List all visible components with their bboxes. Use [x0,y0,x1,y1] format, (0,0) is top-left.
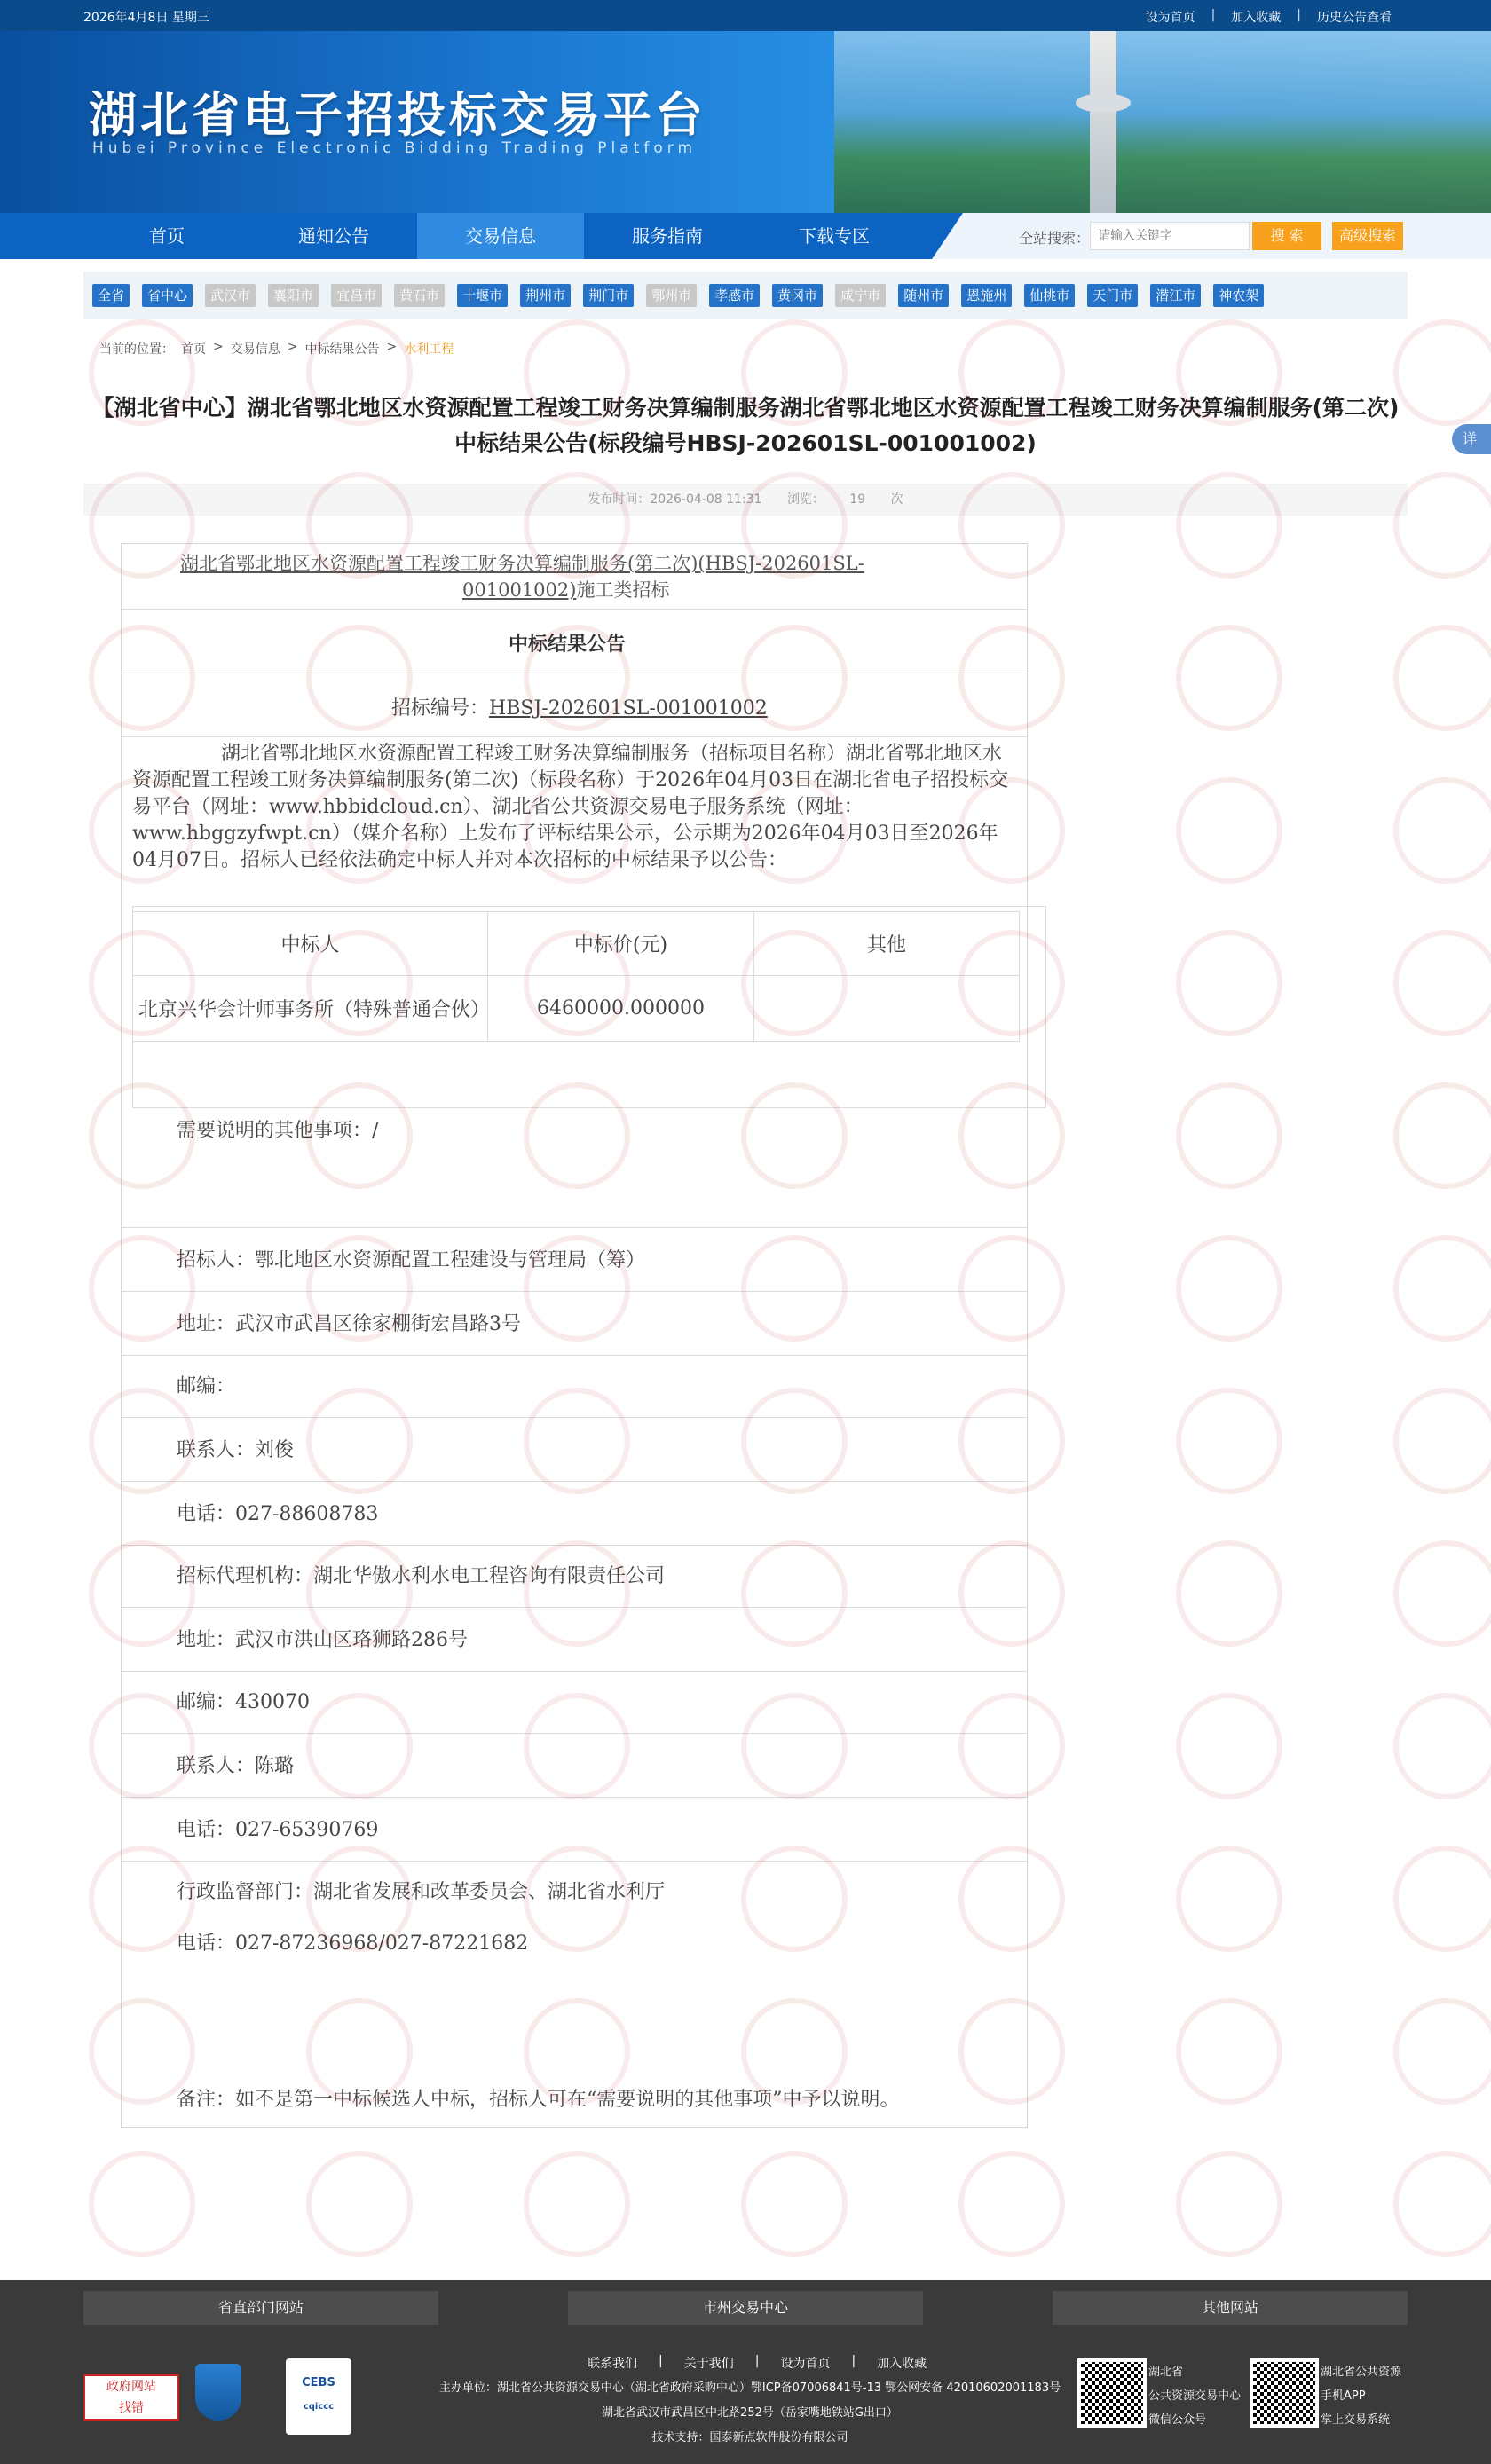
logo1-line2: 找错 [119,2401,144,2415]
table-header-row [133,912,1020,976]
city-tag[interactable]: 仙桃市 [1024,284,1075,307]
watermark-seal-icon [1393,1693,1491,1799]
watermark-seal-icon [1176,930,1282,1036]
watermark-seal-icon [306,2151,413,2257]
views-count: 19 [849,492,866,507]
doc-divider [122,1291,1027,1292]
doc-divider [122,1355,1027,1356]
watermark-seal-icon [1393,319,1491,426]
watermark-seal-icon [1393,1540,1491,1647]
city-tag[interactable]: 孝感市 [709,284,760,307]
institution-badge-icon[interactable] [195,2364,241,2421]
nav-item-downloads[interactable]: 下载专区 [799,225,870,247]
agency-phone: 电话：027-65390769 [177,1819,379,1841]
watermark-seal-icon [1176,2151,1282,2257]
watermark-seal-icon [1393,777,1491,884]
city-tag[interactable]: 宜昌市 [331,284,382,307]
footer-city-centers[interactable]: 市州交易中心 [568,2291,923,2325]
nav-item-service-guide[interactable]: 服务指南 [632,225,703,247]
footer-homepage-link[interactable]: 设为首页 [780,2357,831,2371]
watermark-seal-icon [1176,1388,1282,1494]
footer-address: 湖北省武汉市武昌区中北路252号（岳家嘴地铁站G出口） [602,2406,898,2420]
footer-other-sites[interactable]: 其他网站 [1053,2291,1408,2325]
qr1-line: 湖北省 [1148,2366,1184,2379]
watermark-seal-icon [1393,1235,1491,1342]
doc-divider [122,1227,1027,1228]
header-winner: 中标人 [133,912,488,976]
watermark-seal-icon [1393,1388,1491,1494]
city-tag[interactable]: 恩施州 [961,284,1012,307]
watermark-seal-icon [524,2151,630,2257]
tenderer-phone: 电话：027-88608783 [177,1503,379,1525]
set-homepage-link[interactable]: 设为首页 [1145,11,1195,25]
history-notice-link[interactable]: 历史公告查看 [1317,11,1392,25]
watermark-seal-icon [1393,930,1491,1036]
city-skyline-image [834,31,1491,213]
doc-heading-line2-rest: 施工类招标 [576,579,670,601]
doc-divider [122,1481,1027,1482]
wechat-qr-code [1077,2358,1147,2428]
watermark-seal-icon [1176,1846,1282,1952]
app-qr-code [1250,2358,1319,2428]
cell-winner: 北京兴华会计师事务所（特殊普通合伙） [133,976,488,1042]
watermark-seal-icon [1176,1998,1282,2105]
breadcrumb-sep: > [287,340,298,354]
city-tag[interactable]: 咸宁市 [835,284,886,307]
breadcrumb-sep: > [213,340,224,354]
tower-top-image [1076,93,1131,113]
main-nav [0,213,1491,259]
city-tag[interactable]: 十堰市 [457,284,508,307]
page-title: 【湖北省中心】湖北省鄂北地区水资源配置工程竣工财务决算编制服务湖北省鄂北地区水资源配置工程竣工财务决算编制服务(第二次)中标结果公告(标段编号HBSJ-202601SL-001001002) [91,395,1400,456]
wechat-qr-label [1148,2360,1241,2432]
doc-heading-line2 [462,576,669,602]
city-tag[interactable]: 荆州市 [520,284,571,307]
watermark-seal-icon [1393,625,1491,731]
cebs-logo[interactable] [286,2358,351,2435]
city-tag[interactable]: 省中心 [142,284,193,307]
supervisor: 行政监督部门：湖北省发展和改革委员会、湖北省水利厅 [177,1881,666,1903]
add-favorite-link[interactable]: 加入收藏 [1231,11,1282,25]
result-title: 中标结果公告 [509,633,627,656]
breadcrumb-current: 水利工程 [404,342,454,357]
logo1-line1: 政府网站 [106,2380,156,2394]
publish-time: 发布时间：2026-04-08 11:31 [588,492,762,507]
city-tag[interactable]: 鄂州市 [646,284,697,307]
note: 备注：如不是第一中标候选人中标，招标人可在“需要说明的其他事项”中予以说明。 [177,2089,900,2111]
doc-heading-line2-underlined: 001001002) [462,579,577,601]
doc-divider [122,1733,1027,1734]
doc-divider [122,1417,1027,1418]
gov-website-error-logo[interactable] [83,2374,179,2421]
city-tag[interactable]: 天门市 [1087,284,1138,307]
article-meta [83,484,1408,516]
result-paragraph: 湖北省鄂北地区水资源配置工程竣工财务决算编制服务（招标项目名称）湖北省鄂北地区水资源配置工程竣工财务决算编制服务(第二次)（标段名称）于2026年04月03日在湖北省电子招投标交易平台（网址：www.hbbidcloud.cn）、湖北省公共资源交易电子服务系统（网址：www.hbggzyfwpt.cn）（媒介名称）上发布了评标结果公示，公示期为2026年04月03日至2026年04月07日。招标人已经依法确定中标人并对本次招标的中标结果予以公告： [132,743,1009,871]
city-tag[interactable]: 潜江市 [1150,284,1201,307]
doc-divider [122,1545,1027,1546]
qr2-line: 湖北省公共资源 [1321,2366,1402,2379]
watermark-seal-icon [1176,1540,1282,1647]
breadcrumb-sep: > [386,340,398,354]
watermark-seal-icon [1393,1082,1491,1189]
site-subtitle: Hubei Province Electronic Bidding Trading Platform [92,139,698,157]
tenderer-address: 地址：武汉市武昌区徐家棚街宏昌路3号 [177,1313,521,1335]
qr2-line: 掌上交易系统 [1321,2413,1391,2427]
nav-item-notices[interactable]: 通知公告 [298,225,369,247]
city-filter-bar [83,272,1408,319]
watermark-seal-icon [1176,1082,1282,1189]
advanced-search-button[interactable]: 高级搜索 [1332,222,1403,250]
qr2-line: 手机APP [1321,2389,1366,2403]
breadcrumb-trade-info[interactable]: 交易信息 [230,342,280,357]
footer-tech: 技术支持：国泰新点软件股份有限公司 [651,2431,848,2444]
city-tag[interactable]: 黄冈市 [772,284,823,307]
footer-favorite-link[interactable]: 加入收藏 [877,2357,927,2371]
watermark-seal-icon [741,2151,848,2257]
city-tag[interactable]: 襄阳市 [268,284,319,307]
tower-image [1090,31,1116,213]
app-qr-label [1321,2360,1401,2432]
city-tag[interactable]: 武汉市 [205,284,256,307]
agency-address: 地址：武汉市洪山区珞狮路286号 [177,1629,468,1651]
city-tag[interactable]: 黄石市 [394,284,445,307]
qr1-line: 公共资源交易中心 [1148,2389,1242,2403]
city-tag[interactable]: 随州市 [898,284,949,307]
tenderer-contact: 联系人：刘俊 [177,1439,295,1461]
header-price: 中标价(元) [488,912,754,976]
tenderer-postcode: 邮编： [177,1375,236,1397]
separator: | [1211,8,1216,22]
doc-heading-line1: 湖北省鄂北地区水资源配置工程竣工财务决算编制服务(第二次)(HBSJ-202601SL- [180,553,864,574]
watermark-seal-icon [1176,1693,1282,1799]
views-unit: 次 [890,492,903,507]
nav-item-trade-info[interactable]: 交易信息 [417,213,584,259]
views-label: 浏览： [786,492,824,507]
doc-divider [122,1861,1027,1862]
announcement-document [121,543,1028,2128]
header-banner [0,31,1491,213]
watermark-seal-icon [1393,1998,1491,2105]
breadcrumb [99,340,454,358]
other-items: 需要说明的其他事项：/ [177,1120,379,1142]
watermark-seal-icon [1393,2151,1491,2257]
watermark-seal-icon [1393,1846,1491,1952]
doc-divider [122,1607,1027,1608]
breadcrumb-home[interactable]: 首页 [181,342,206,357]
winner-table [132,911,1020,1042]
separator: | [851,2354,856,2368]
watermark-seal-icon [1176,777,1282,884]
footer [0,2280,1491,2464]
top-bar [0,0,1491,31]
doc-divider [122,1797,1027,1798]
city-tag[interactable]: 全省 [92,284,130,307]
footer-sponsor: 主办单位：湖北省公共资源交易中心（湖北省政府采购中心）鄂ICP备07006841号-13 鄂公网安备 42010602001183号 [438,2381,1061,2395]
bid-number: HBSJ-202601SL-001001002 [489,697,768,720]
separator: | [1297,8,1301,22]
agency-postcode: 邮编：430070 [177,1691,310,1713]
breadcrumb-label: 当前的位置： [99,342,174,357]
qr1-line: 微信公众号 [1148,2413,1207,2427]
supervisor-phone: 电话：027-87236968/027-87221682 [177,1933,529,1955]
site-title: 湖北省电子招投标交易平台 [89,87,706,143]
agency: 招标代理机构：湖北华傲水利水电工程咨询有限责任公司 [177,1565,666,1587]
footer-contact-link[interactable]: 联系我们 [588,2357,637,2371]
nav-item-home[interactable]: 首页 [149,225,185,247]
search-button[interactable]: 搜 索 [1252,222,1321,250]
cebs-logo-text: CEBS [302,2376,335,2389]
doc-divider [122,1671,1027,1672]
search-label: 全站搜索： [1019,230,1091,247]
watermark-seal-icon [1176,625,1282,731]
cell-price: 6460000.000000 [488,976,754,1042]
breadcrumb-result-notice[interactable]: 中标结果公告 [304,342,380,357]
watermark-seal-icon [89,2151,195,2257]
bid-number-line [391,693,768,720]
bid-number-label: 招标编号： [391,697,490,720]
watermark-seal-icon [1393,472,1491,579]
top-links [1130,8,1408,26]
watermark-seal-icon [1176,1235,1282,1342]
tenderer: 招标人：鄂北地区水资源配置工程建设与管理局（筹） [177,1249,646,1271]
separator: | [754,2354,760,2368]
cell-other [754,976,1020,1042]
watermark-seal-icon [958,2151,1065,2257]
table-row [133,976,1020,1042]
cebs-logo-sub: cqiccc [303,2402,335,2412]
separator: | [659,2354,663,2368]
header-other: 其他 [754,912,1020,976]
footer-provincial-sites[interactable]: 省直部门网站 [83,2291,438,2325]
search-input[interactable] [1090,222,1250,250]
footer-info [417,2376,1083,2451]
date-text: 2026年4月8日 星期三 [83,11,209,25]
agency-contact: 联系人：陈璐 [177,1755,295,1777]
footer-about-link[interactable]: 关于我们 [683,2357,734,2371]
city-tag[interactable]: 神农架 [1213,284,1264,307]
city-tag[interactable]: 荆门市 [583,284,634,307]
side-detail-tab[interactable]: 详 [1452,424,1491,454]
